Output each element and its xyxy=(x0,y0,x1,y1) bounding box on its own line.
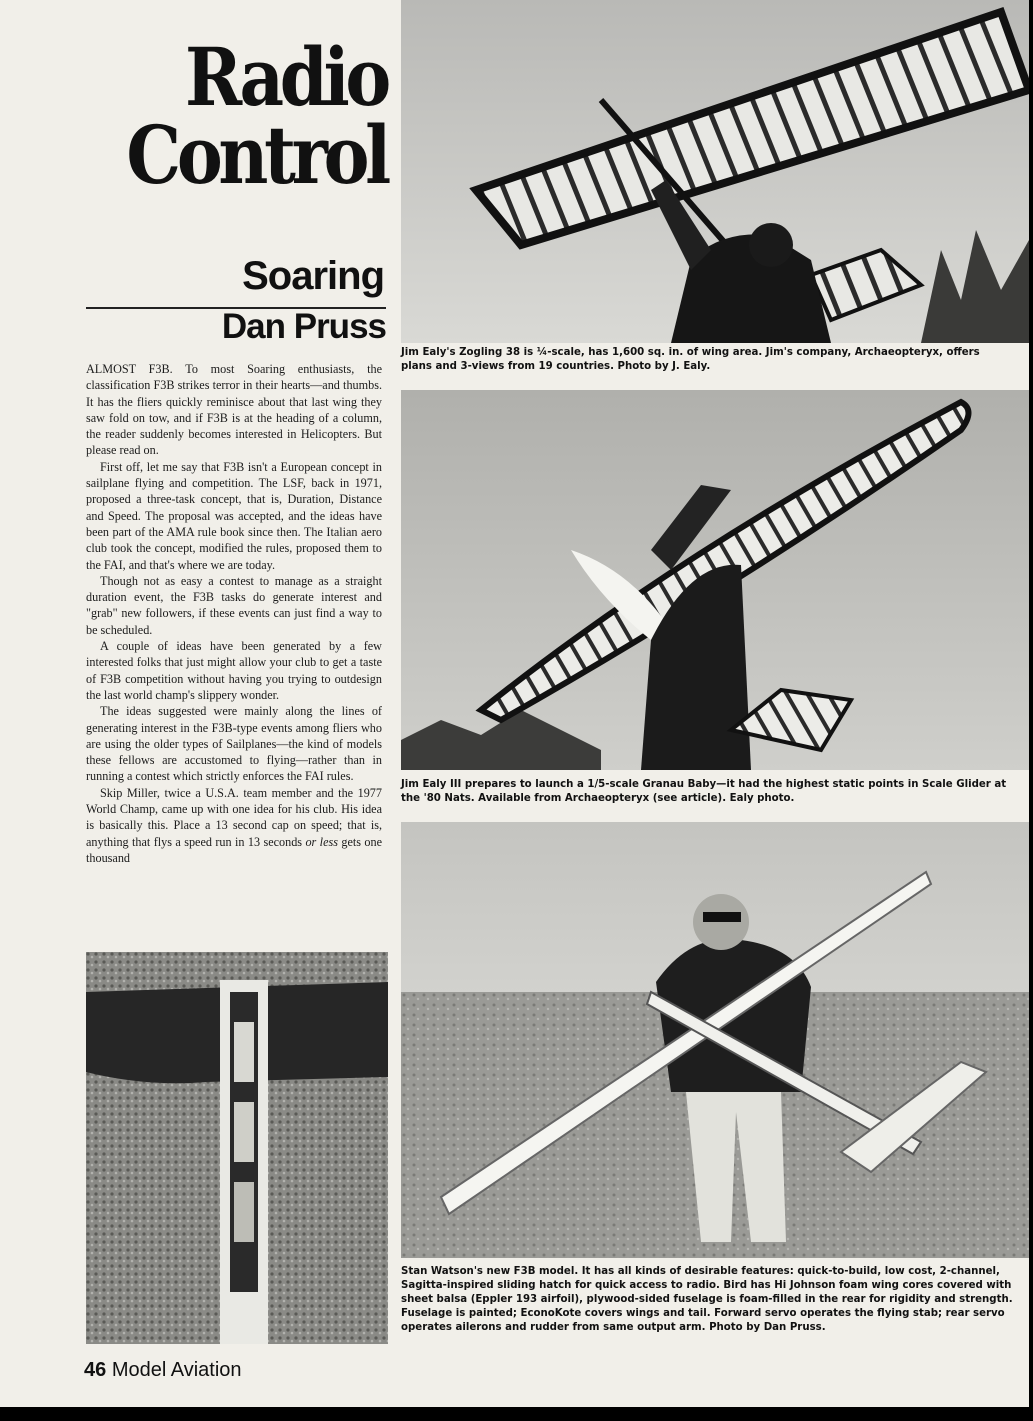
article-paragraph: Though not as easy a contest to manage as a straight duration event, the F3B tasks do generate interest and "grab" new followers, if these events can just find a way to be scheduled. xyxy=(86,573,382,637)
author-byline: Dan Pruss xyxy=(221,307,386,346)
article-paragraph-last: Skip Miller, twice a U.S.A. team member and the 1977 World Champ, came up with one idea for his club. His idea is basically this. Place a 13 second cap on speed; that is, anything that flys a speed run in 13 seconds or less gets one thousand xyxy=(86,785,382,865)
caption-watson: Stan Watson's new F3B model. It has all kinds of desirable features: quick-to-build, low cost, 2-channel, Sagitta-inspired sliding hatch for quick access to radio. Bird has Hi Johnson foam wing cores covered with sheet balsa (Eppler 193 airfoil), plywood-sided fuselage is foam-filled in the rear for rigidity and strength. Fuselage is painted; EconoKote covers wings and tail. Forward servo operates the flying stab; rear servo operates ailerons and rudder from same output arm. Photo by Dan Pruss. xyxy=(401,1266,1013,1333)
glider-launch-photo-icon xyxy=(401,390,1029,770)
article-paragraph: ALMOST F3B. To most Soaring enthusiasts, the classification F3B strikes terror in their hearts—and thumbs. It has the fliers quickly reminisce about that last wing they saw fold on tow, and if F3B is at the heading of a column, the reader suddenly becomes interested in Helicopters. But please read on. xyxy=(86,362,382,458)
article-paragraph: First off, let me say that F3B isn't a European concept in sailplane flying and competition. The LSF, back in 1971, proposed a three-task concept, that is, Duration, Distance and Speed. The proposal was accepted, and the ideas have been part of the AMA rule book since then. The Italian aero club took the concept, modified the rules, proposed them to the FAI, and that's where we are today. xyxy=(86,459,382,572)
photo-watson xyxy=(401,822,1029,1258)
article-body xyxy=(86,361,382,943)
fuselage-hatch-photo-icon xyxy=(86,952,388,1344)
caption-granau: Jim Ealy III prepares to launch a 1/5-scale Granau Baby—it had the highest static points in Scale Glider at the '80 Nats. Available from Archaeopteryx (see article). Ealy photo. xyxy=(401,779,1007,804)
photo-zogling xyxy=(401,0,1029,343)
title-line-control: Control xyxy=(126,108,387,202)
page-edge-bottom xyxy=(0,1407,1033,1421)
photo-granau xyxy=(401,390,1029,770)
article-paragraph: A couple of ideas have been generated by a few interested folks that just might allow your club to get a taste of F3B competition without having you trying to outdesign the last world champ's slippery wonder. xyxy=(86,639,382,702)
page-number: 46 xyxy=(84,1359,107,1381)
magazine-name: Model Aviation xyxy=(111,1359,242,1381)
column-title xyxy=(125,30,387,202)
photo-fuselage xyxy=(86,952,388,1344)
page-folio xyxy=(84,1359,242,1382)
article-paragraph: The ideas suggested were mainly along the lines of generating interest in the F3B-type events among fliers who are using the older types of Sailplanes—the kind of models these fellows are accustomed to flying—rather than in running a contest which strictly enforces the FAI rules. xyxy=(86,704,382,784)
title-line-radio: Radio xyxy=(185,30,387,124)
column-subtitle: Soaring xyxy=(242,254,384,298)
page-edge-right xyxy=(1029,0,1033,1421)
sailplane-photo-icon xyxy=(401,822,1029,1258)
glider-launch-photo-icon xyxy=(401,0,1029,343)
caption-zogling: Jim Ealy's Zogling 38 is ¼-scale, has 1,600 sq. in. of wing area. Jim's company, Archaeopteryx, offers plans and 3-views from 19 countries. Photo by J. Ealy. xyxy=(401,347,980,372)
